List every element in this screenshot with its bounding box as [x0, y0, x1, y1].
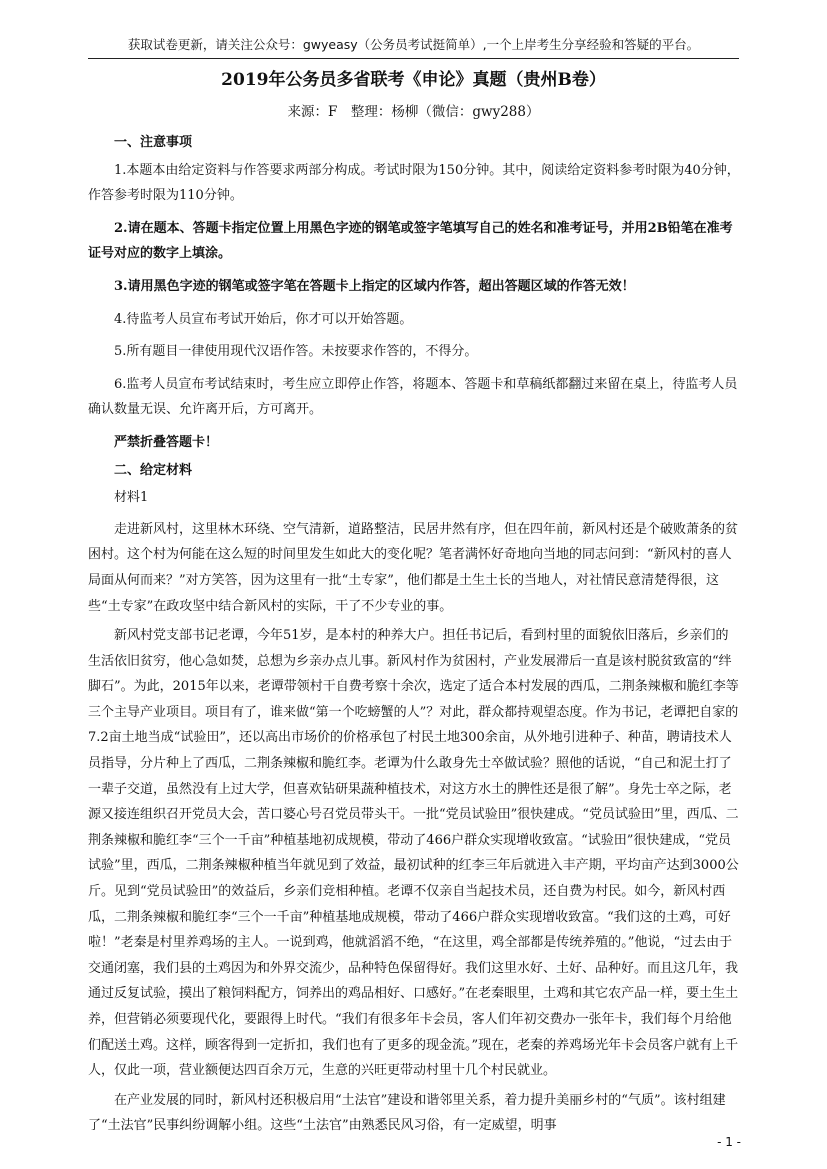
- notice-item: 5.所有题目一律使用现代汉语作答。未按要求作答的，不得分。: [114, 344, 478, 360]
- top-banner: 获取试卷更新，请关注公众号：gwyeasy（公务员考试挺简单）,一个上岸考生分享经验和答疑的平台。: [127, 37, 700, 52]
- material-label: 材料1: [114, 490, 149, 506]
- banner-divider: [88, 58, 739, 59]
- page-number: - 1 -: [717, 1135, 741, 1149]
- material-paragraph: 走进新风村，这里林木环绕、空气清新，道路整洁，民居井然有序，但在四年前，新风村还是个破败萧条的贫困村。这个村为何能在这么短的时间里发生如此大的变化呢？笔者满怀好奇地向当地的同志问到：“新风村的喜人局面从何而来？”对方笑答，因为这里有一批“土专家”，他们都是土生土长的当地人，对社情民意清楚得很，这些“土专家”在政攻坚中结合新风村的实际，干了不少专业的事。: [88, 521, 739, 614]
- material-paragraph: 在产业发展的同时，新风村还积极启用“土法官”建设和谐邻里关系，着力提升美丽乡村的“气质”。该村组建了“土法官”民事纠纷调解小组。这些“土法官”由熟悉民风习俗，有一定威望，明事: [88, 1092, 726, 1134]
- document-body: [88, 128, 740, 1143]
- notice-item: 2.请在题本、答题卡指定位置上用黑色字迹的钢笔或签字笔填写自己的姓名和准考证号，并用2B铅笔在准考证号对应的数字上填涂。: [88, 220, 733, 262]
- notice-item: 1.本题本由给定资料与作答要求两部分构成。考试时限为150分钟。其中，阅读给定资料参考时限为40分钟，作答参考时限为110分钟。: [88, 162, 740, 204]
- document-title: 2019年公务员多省联考《申论》真题（贵州B卷）: [221, 70, 606, 90]
- warning-text: 严禁折叠答题卡！: [114, 434, 219, 450]
- section-heading-materials: 二、给定材料: [114, 462, 193, 478]
- material-paragraph: 新风村党支部书记老谭，今年51岁，是本村的种养大户。担任书记后，看到村里的面貌依旧落后，乡亲们的生活依旧贫穷，他心急如焚，总想为乡亲办点儿事。新风村作为贫困村，产业发展滞后一直是该村脱贫致富的“绊脚石”。为此，2015年以来，老谭带领村干自费考察十余次，选定了适合本村发展的西瓜，二荆条辣椒和脆红李等三个主导产业项目。项目有了，谁来做“第一个吃螃蟹的人”？对此，群众都持观望态度。作为书记，老谭把自家的7.2亩土地当成“试验田”，还以高出市场价的价格承包了村民土地300余亩，从外地引进种子、种苗，聘请技术人员指导，分片种上了西瓜，二荆条辣椒和脆红李。老谭为什么敢身先士卒做试验？照他的话说，“自己和泥土打了一辈子交道，虽然没有上过大学，但喜欢钻研果蔬种植技术，对这方水土的脾性还是很了解”。身先士卒之际，老源又接连组织召开党员大会，苦口婆心号召党员带头干。一批“党员试验田”很快建成。“党员试验田”里，西瓜、二荆条辣椒和脆红李“三个一千亩”种植基地初成规模，带动了466户群众实现增收致富。“试验田”很快建成，“党员试验”里，西瓜，二荆条辣椒种植当年就见到了效益，最初试种的红李三年后就进入丰产期，平均亩产达到3000公斤。见到“党员试验田”的效益后，乡亲们竞相种植。老谭不仅亲自当起技术员，还自费为村民。如今，新风村西瓜，二荆条辣椒和脆红李“三个一千亩”种植基地成规模，带动了466户群众实现增收致富。“我们这的土鸡，可好啦！”老秦是村里养鸡场的主人。一说到鸡，他就滔滔不绝，“在这里，鸡全部都是传统养殖的。”他说，“过去由于交通闭塞，我们县的土鸡因为和外界交流少，品种特色保留得好。我们这里水好、土好、品种好。而且这几年，我通过反复试验，摸出了粮饲料配方，饲养出的鸡品相好、口感好。”在老秦眼里，土鸡和其它农产品一样，要土生土养，但营销必须要现代化，要跟得上时代。“我们有很多年卡会员，客人们年初交费办一张年卡，我们每个月给他们配送土鸡。这样，顾客得到一定折扣，我们也有了更多的现金流。”现在，老秦的养鸡场光年卡会员客户就有上千人，仅此一项，营业额便达四百余万元，生意的兴旺更带动村里十几个村民就业。: [88, 628, 739, 1079]
- section-heading-notes: 一、注意事项: [114, 135, 193, 150]
- notice-item: 6.监考人员宣布考试结束时，考生应立即停止作答，将题本、答题卡和草稿纸都翻过来留在桌上，待监考人员确认数量无误、允许离开后，方可离开。: [88, 376, 738, 418]
- notice-item: 4.待监考人员宣布考试开始后，你才可以开始答题。: [114, 311, 413, 327]
- document-subtitle: 来源：F 整理：杨柳（微信：gwy288）: [287, 104, 540, 120]
- notice-item: 3.请用黑色字迹的钢笔或签字笔在答题卡上指定的区域内作答，超出答题区域的作答无效！: [114, 278, 635, 294]
